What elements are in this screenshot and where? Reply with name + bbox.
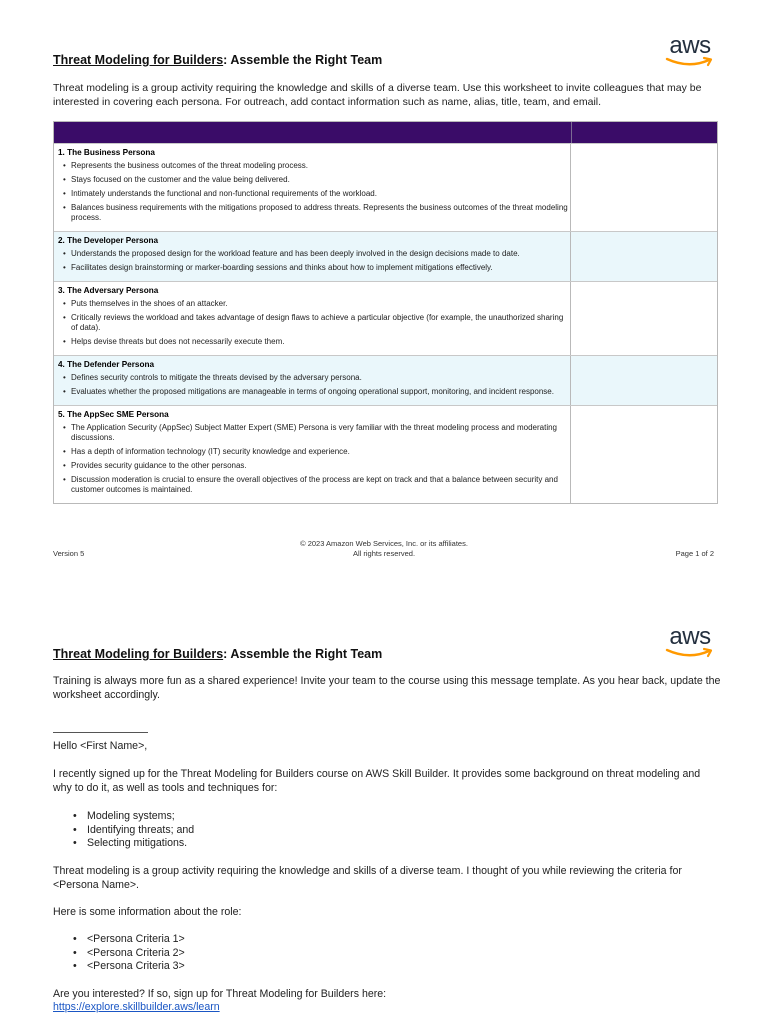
list-item: • Selecting mitigations. [73,837,194,851]
persona-heading: 5. The AppSec SME Persona [58,410,169,419]
title-rest: : Assemble the Right Team [223,53,383,67]
list-item: • Modeling systems; [73,810,194,824]
copyright-line: © 2023 Amazon Web Services, Inc. or its affiliates. [300,539,468,548]
title-underlined: Threat Modeling for Builders [53,647,224,661]
page-title [53,53,382,67]
persona-bullet: • Represents the business outcomes of the threat modeling process. [58,161,570,171]
contact-cell[interactable] [571,144,717,231]
persona-bullet: • Provides security guidance to the other personas. [58,461,570,471]
persona-bullet: • Critically reviews the workload and takes advantage of design flaws to achieve a particular objective (for example, the unauthorized sharing of data). [58,313,570,333]
persona-heading: 2. The Developer Persona [58,236,159,245]
footer-copyright [0,539,768,559]
table-header [54,122,717,143]
persona-bullet: • Balances business requirements with the mitigations proposed to address threats. Represents the business outcomes of the threat modeling process. [58,203,570,223]
footer-page-number: Page 1 of 2 [675,549,714,558]
intro-paragraph: Training is always more fun as a shared experience! Invite your team to the course using this message template. As you hear back, update the worksheet accordingly. [53,675,721,701]
page-title [53,647,382,661]
persona-heading: 3. The Adversary Persona [58,286,159,295]
table-header-cell [54,122,572,143]
divider [53,732,148,733]
persona-bullet: • Puts themselves in the shoes of an attacker. [58,299,570,309]
persona-cell [54,282,571,355]
list-item: • Identifying threats; and [73,824,194,838]
contact-cell[interactable] [571,232,717,281]
aws-logo [664,625,716,661]
greeting: Hello <First Name>, [53,740,148,752]
contact-cell[interactable] [571,406,717,503]
table-body [54,143,717,503]
table-row [54,405,717,503]
page-2 [0,600,768,1024]
persona-bullet: • The Application Security (AppSec) Subject Matter Expert (SME) Persona is very familiar with the threat modeling process and moderating discussions. [58,423,570,443]
table-row [54,281,717,355]
persona-bullet: • Helps devise threats but does not necessarily execute them. [58,337,570,347]
persona-bullets [58,299,570,347]
persona-bullet: • Evaluates whether the proposed mitigations are manageable in terms of ongoing operational support, monitoring, and incident response. [58,387,570,397]
persona-heading: 4. The Defender Persona [58,360,155,369]
persona-bullet: • Facilitates design brainstorming or marker-boarding sessions and thinks about how to implement mitigations effectively. [58,263,570,273]
aws-logo-text: aws [669,623,711,650]
list-item: • <Persona Criteria 1> [73,933,185,947]
persona-bullets [58,423,570,495]
persona-cell [54,232,571,281]
message-paragraph: I recently signed up for the Threat Modeling for Builders course on AWS Skill Builder. It provides some background on threat modeling and why to do it, as well as tools and techniques for: [53,768,701,794]
table-row [54,355,717,405]
persona-bullet: • Has a depth of information technology (IT) security knowledge and experience. [58,447,570,457]
contact-cell[interactable] [571,356,717,405]
aws-logo-text: aws [669,32,711,59]
technique-list [73,810,194,851]
criteria-list [73,933,185,974]
footer-version: Version 5 [53,549,85,558]
message-paragraph: Here is some information about the role: [53,906,242,918]
skillbuilder-link[interactable]: https://explore.skillbuilder.aws/learn [53,1001,220,1013]
persona-bullet: • Understands the proposed design for the workload feature and has been deeply involved in the design decisions made to date. [58,249,570,259]
message-paragraph: Threat modeling is a group activity requiring the knowledge and skills of a diverse team. I thought of you while reviewing the criteria for <Persona Name>. [53,865,682,891]
list-item: • <Persona Criteria 3> [73,960,185,974]
message-paragraph: Are you interested? If so, sign up for Threat Modeling for Builders here: [53,988,387,1000]
persona-bullet: • Discussion moderation is crucial to ensure the overall objectives of the process are kept on track and that a balance between security and customer outcomes is maintained. [58,475,570,495]
copyright-line: All rights reserved. [352,549,416,558]
aws-logo [664,34,716,70]
list-item: • <Persona Criteria 2> [73,947,185,961]
persona-heading: 1. The Business Persona [58,148,155,157]
persona-cell [54,144,571,231]
persona-cell [54,356,571,405]
persona-bullets [58,161,570,223]
persona-bullet: • Defines security controls to mitigate the threats devised by the adversary persona. [58,373,570,383]
persona-bullets [58,373,570,397]
intro-paragraph: Threat modeling is a group activity requiring the knowledge and skills of a diverse team. Use this worksheet to invite colleagues that may be interested in covering each persona. For outreach, add contact information such as name, alias, title, team, and email. [53,82,702,108]
title-rest: : Assemble the Right Team [223,647,383,661]
persona-bullet: • Intimately understands the functional and non-functional requirements of the workload. [58,189,570,199]
table-row [54,231,717,281]
persona-bullets [58,249,570,273]
persona-cell [54,406,571,503]
table-row [54,143,717,231]
persona-bullet: • Stays focused on the customer and the value being delivered. [58,175,570,185]
contact-cell[interactable] [571,282,717,355]
title-underlined: Threat Modeling for Builders [53,53,224,67]
persona-table [53,121,718,504]
